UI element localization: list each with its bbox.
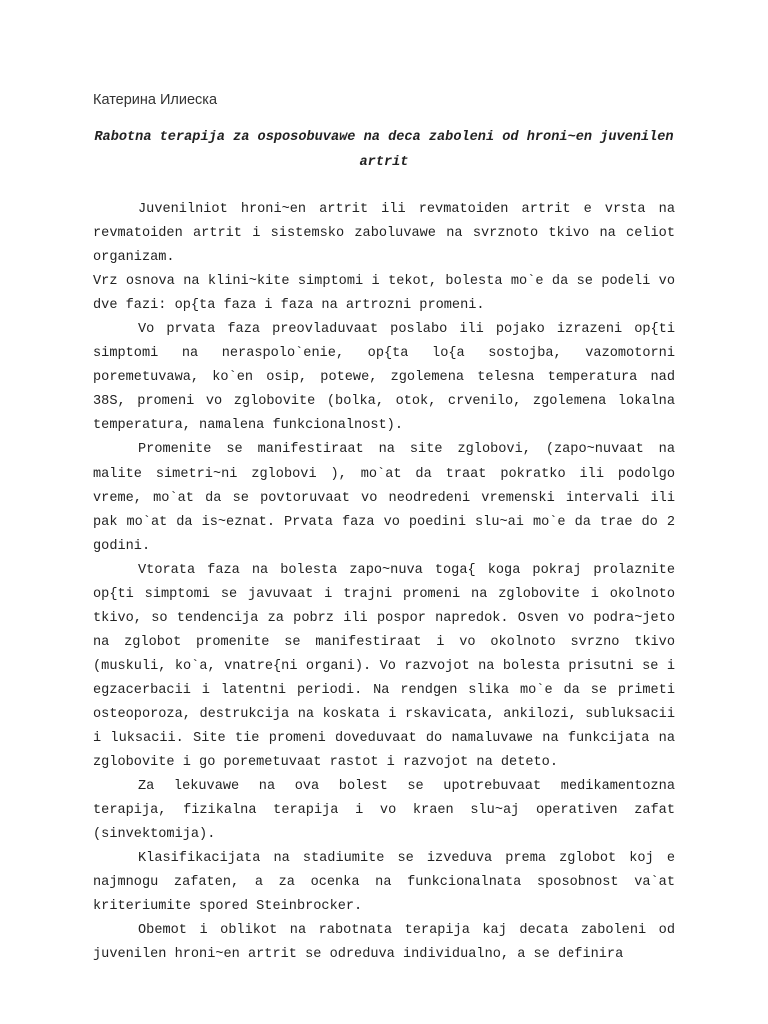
paragraph: Klasifikacijata na stadiumite se izveduva prema zglobot koj e najmnogu zafaten, a za ocenka na funkcionalnata sposobnost va`at kriteriumite spored Steinbrocker. — [93, 851, 675, 915]
paragraph: Promenite se manifestiraat na site zglobovi, (zapo~nuvaat na malite simetri~ni zglobovi ), mo`at da traat pokratko ili podolgo vreme, mo`at da se povtoruvaat vo neodredeni vremenski intervali ili pak mo`at da is~eznat. Prvata faza vo poedini slu~ai mo`e da trae do 2 godini. — [93, 442, 675, 554]
document-body — [93, 198, 675, 968]
paragraph: Obemot i oblikot na rabotnata terapija kaj decata zaboleni od juvenilen hroni~en artrit se odreduva individualno, a se definira — [93, 923, 675, 963]
paragraph: Vrz osnova na klini~kite simptomi i tekot, bolesta mo`e da se podeli vo dve fazi: op{ta faza i faza na artrozni promeni. — [93, 274, 675, 314]
paragraph: Vtorata faza na bolesta zapo~nuva toga{ koga pokraj prolaznite op{ti simptomi se javuvaat i trajni promeni na zglobovite i okolnoto tkivo, so tendencija za pobrz ili pospor napredok. Osven vo podra~jeto na zglobot promenite se manifestiraat i vo okolnoto svrzno tkivo (muskuli, ko`a, vnatre{ni organi). Vo razvojot na bolesta prisutni se i egzacerbacii i latentni periodi. Na rendgen slika mo`e da se primeti osteoporoza, destrukcija na koskata i rskavicata, ankilozi, subluksacii i luksacii. Site tie promeni doveduvaat do namaluvawe na funkcijata na zglobovite i go poremetuvaat rastot i razvojot na deteto. — [93, 562, 675, 771]
paragraph: Za lekuvawe na ova bolest se upotrebuvaat medikamentozna terapija, fizikalna terapija i vo kraen slu~aj operativen zafat (sinvektomija). — [93, 779, 675, 843]
paragraph: Juvenilniot hroni~en artrit ili revmatoiden artrit e vrsta na revmatoiden artrit i sistemsko zaboluvawe na svrznoto tkivo na celiot organizam. — [93, 202, 675, 266]
paragraph: Vo prvata faza preovladuvaat poslabo ili pojako izrazeni op{ti simptomi na neraspolo`enie, op{ta lo{a sostojba, vazomotorni poremetuvawa, ko`en osip, potewe, zgolemena telesna temperatura nad 38S, promeni vo zglobovite (bolka, otok, crvenilo, zgolemena lokalna temperatura, namalena funkcionalnost). — [93, 322, 675, 434]
document-title: Rabotna terapija za osposobuvawe na deca zaboleni od hroni~en juvenilen artrit — [94, 130, 674, 170]
author-name: Катерина Илиеска — [93, 92, 218, 108]
